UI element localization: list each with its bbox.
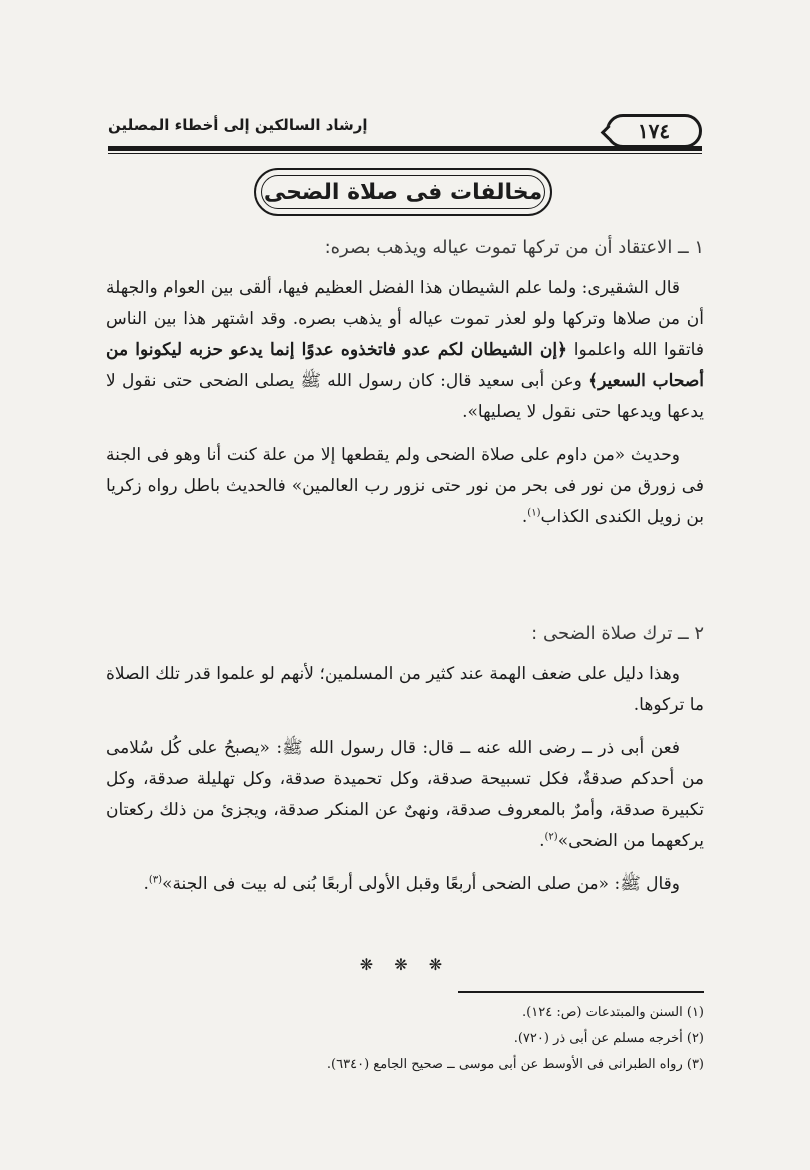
header-rule: [108, 146, 702, 151]
footnote: (١) السنن والمبتدعات (ص: ١٢٤).: [522, 1005, 704, 1020]
footnote-ref: (١): [527, 507, 541, 519]
chapter-title-frame: [254, 168, 552, 216]
paragraph: [106, 733, 704, 857]
running-header: [108, 104, 702, 152]
footnote-rule: [458, 991, 704, 993]
section-2: [106, 618, 704, 900]
paragraph-text: قال الشقيرى: ولما علم الشيطان هذا الفضل العظيم فيها، ألقى بين العوام والجهلة أن من صلاها وتركها ولو لعذر تموت عياله أو يذهب بصره. وقد اشتهر هذا بين الناس فاتقوا الله واعلموا: [106, 278, 704, 360]
paragraph: [106, 869, 704, 900]
book-title: إرشاد السالكين إلى أخطاء المصلين: [108, 116, 368, 134]
paragraph: وهذا دليل على ضعف الهمة عند كثير من المسلمين؛ لأنهم لو علموا قدر تلك الصلاة ما تركوها.: [106, 664, 704, 715]
footnote: (٢) أخرجه مسلم عن أبى ذر (٧٢٠).: [513, 1031, 704, 1046]
footnote-ref: (٢): [544, 831, 558, 843]
paragraph: [106, 273, 704, 428]
paragraph-text: فعن أبى ذر ــ رضى الله عنه ــ قال: قال رسول الله ﷺ: «يصبحُ على كُل سُلامى من أحدكم صدقةٌ، فكل تسبيحة صدقة، وكل تحميدة صدقة، وكل تهليلة صدقة، وكل تكبيرة صدقة، وأمرٌ بالمعروف صدقة، ونهىٌ عن المنكر صدقة، ويجزئ من ذلك ركعتان يركعهما من الضحى»: [106, 738, 704, 851]
paragraph-end: .: [539, 831, 545, 851]
footnote-ref: (٣): [148, 874, 163, 886]
paragraph-text: وحديث «من داوم على صلاة الضحى ولم يقطعها إلا من علة كنت أنا وهو فى الجنة فى زورق من نور فى بحر من نور حتى نزور رب العالمين» فالحديث باطل رواه زكريا بن زويل الكندى الكذاب: [106, 445, 704, 527]
section-ornament: ❋ ❋ ❋: [359, 955, 451, 974]
section-1: [106, 232, 704, 533]
page-number-badge: [606, 114, 702, 148]
chapter-title: مخالفات فى صلاة الضحى: [263, 179, 543, 205]
footnote: (٣) رواه الطبرانى فى الأوسط عن أبى موسى ــ صحيح الجامع (٦٣٤٠).: [326, 1057, 704, 1072]
section-heading-1: ١ ــ الاعتقاد أن من تركها تموت عياله ويذهب بصره:: [324, 237, 704, 258]
page-number: ١٧٤: [637, 119, 671, 143]
paragraph-end: .: [521, 507, 528, 527]
paragraph: [106, 440, 704, 533]
paragraph-text: وعن أبى سعيد قال: كان رسول الله ﷺ يصلى الضحى حتى نقول لا يدعها ويدعها حتى نقول لا يصليها».: [106, 371, 704, 422]
header-rule-thin: [108, 153, 702, 154]
quran-verse: ﴿إن الشيطان لكم عدو فاتخذوه عدوًا إنما يدعو حزبه ليكونوا من أصحاب السعير﴾: [106, 340, 704, 391]
section-heading-2: ٢ ــ ترك صلاة الضحى :: [531, 623, 704, 644]
footnotes: [106, 1000, 704, 1078]
paragraph-end: .: [143, 874, 149, 894]
paragraph-text: وقال ﷺ: «من صلى الضحى أربعًا وقبل الأولى أربعًا بُنى له بيت فى الجنة»: [162, 874, 680, 894]
